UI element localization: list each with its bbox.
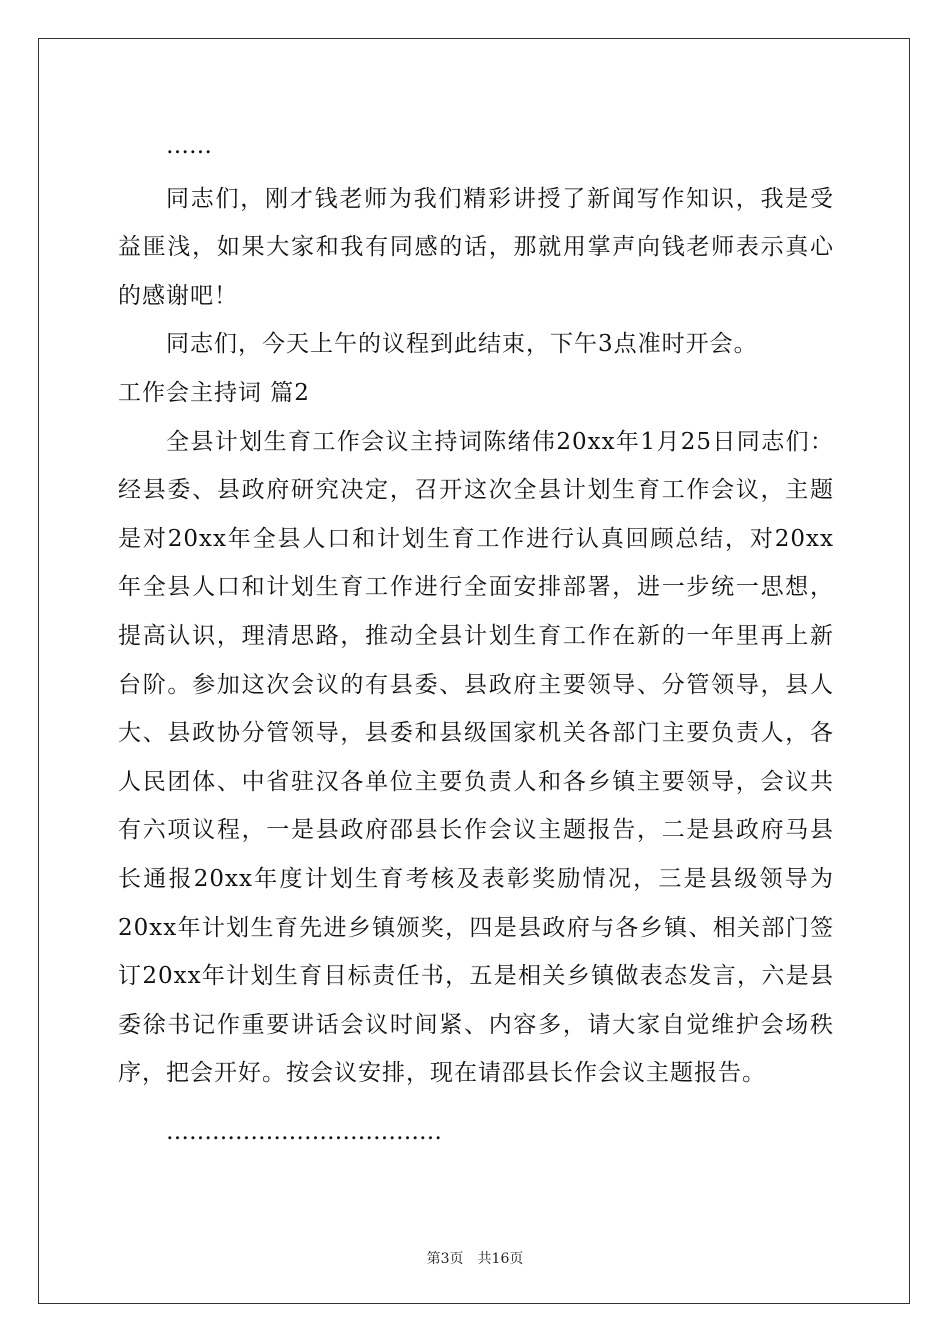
paragraph-adjourn: 同志们，今天上午的议程到此结束，下午3点准时开会。: [166, 331, 758, 358]
leading-ellipsis: ……: [166, 133, 212, 159]
document-body: [118, 122, 834, 1156]
trailing-ellipsis: ………………………………: [166, 1118, 442, 1145]
section-heading: 工作会主持词 篇2: [118, 379, 310, 406]
paragraph-meeting-intro: 全县计划生育工作会议主持词陈绪伟20xx年1月25日同志们：经县委、县政府研究决定，召开这次全县计划生育工作会议，主题是对20xx年全县人口和计划生育工作进行认真回顾总结，对20xx年全县人口和计划生育工作进行全面安排部署，进一步统一思想，提高认识，理清思路，推动全县计划生育工作在新的一年里再上新台阶。参加这次会议的有县委、县政府主要领导、分管领导，县人大、县政协分管领导，县委和县级国家机关各部门主要负责人，各人民团体、中省驻汉各单位主要负责人和各乡镇主要领导，会议共有六项议程，一是县政府邵县长作会议主题报告，二是县政府马县长通报20xx年度计划生育考核及表彰奖励情况，三是县级领导为20xx年计划生育先进乡镇颁奖，四是县政府与各乡镇、相关部门签订20xx年计划生育目标责任书，五是相关乡镇做表态发言，六是县委徐书记作重要讲话会议时间紧、内容多，请大家自觉维护会场秩序，把会开好。按会议安排，现在请邵县长作会议主题报告。: [118, 428, 834, 1087]
page-number-footer: 第3页 共16页: [426, 1251, 524, 1267]
paragraph-thanks: 同志们，刚才钱老师为我们精彩讲授了新闻写作知识，我是受益匪浅，如果大家和我有同感的话，那就用掌声向钱老师表示真心的感谢吧！: [118, 185, 834, 309]
